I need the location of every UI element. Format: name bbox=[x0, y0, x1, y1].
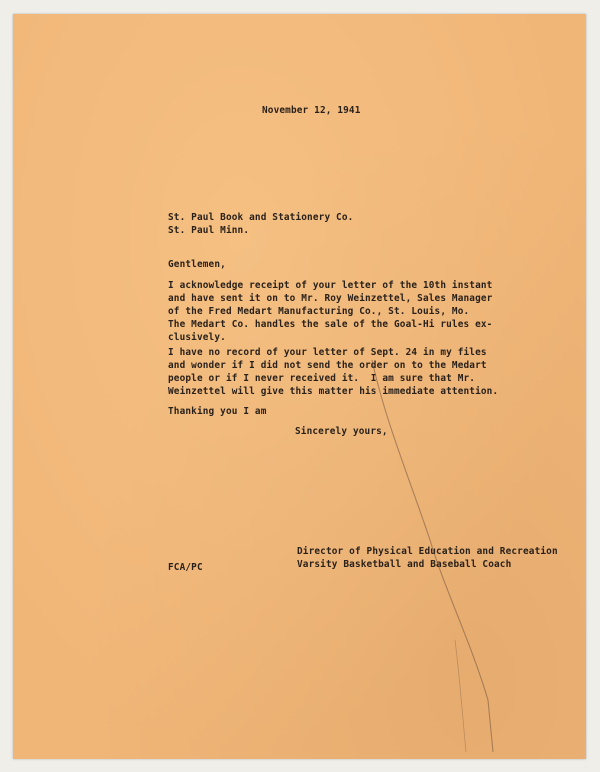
salutation: Gentlemen, bbox=[168, 259, 226, 270]
paragraph-2-line-4: Weinzettel will give this matter his immediate attention. bbox=[168, 386, 499, 397]
paragraph-1-line-2: and have sent it on to Mr. Roy Weinzettel, Sales Manager bbox=[168, 293, 493, 304]
paragraph-1-line-5: clusively. bbox=[168, 332, 226, 343]
recipient-line-2: St. Paul Minn. bbox=[168, 225, 250, 236]
signature-title-line-2: Varsity Basketball and Baseball Coach bbox=[297, 559, 512, 570]
typist-initials: FCA/PC bbox=[168, 562, 203, 573]
paragraph-1-line-3: of the Fred Medart Manufacturing Co., St. Louis, Mo. bbox=[168, 306, 470, 317]
letter-date: November 12, 1941 bbox=[262, 105, 361, 116]
paragraph-2-line-2: and wonder if I did not send the order on to the Medart bbox=[168, 360, 487, 371]
signature-title-line-1: Director of Physical Education and Recreation bbox=[297, 546, 558, 557]
paragraph-2-line-3: people or if I never received it. I am sure that Mr. bbox=[168, 373, 476, 384]
complimentary-close: Sincerely yours, bbox=[295, 426, 388, 437]
closing-line: Thanking you I am bbox=[168, 406, 267, 417]
paragraph-1-line-4: The Medart Co. handles the sale of the Goal-Hi rules ex- bbox=[168, 319, 493, 330]
paragraph-2-line-1: I have no record of your letter of Sept. 24 in my files bbox=[168, 347, 487, 358]
paragraph-1-line-1: I acknowledge receipt of your letter of the 10th instant bbox=[168, 280, 493, 291]
recipient-line-1: St. Paul Book and Stationery Co. bbox=[168, 212, 354, 223]
